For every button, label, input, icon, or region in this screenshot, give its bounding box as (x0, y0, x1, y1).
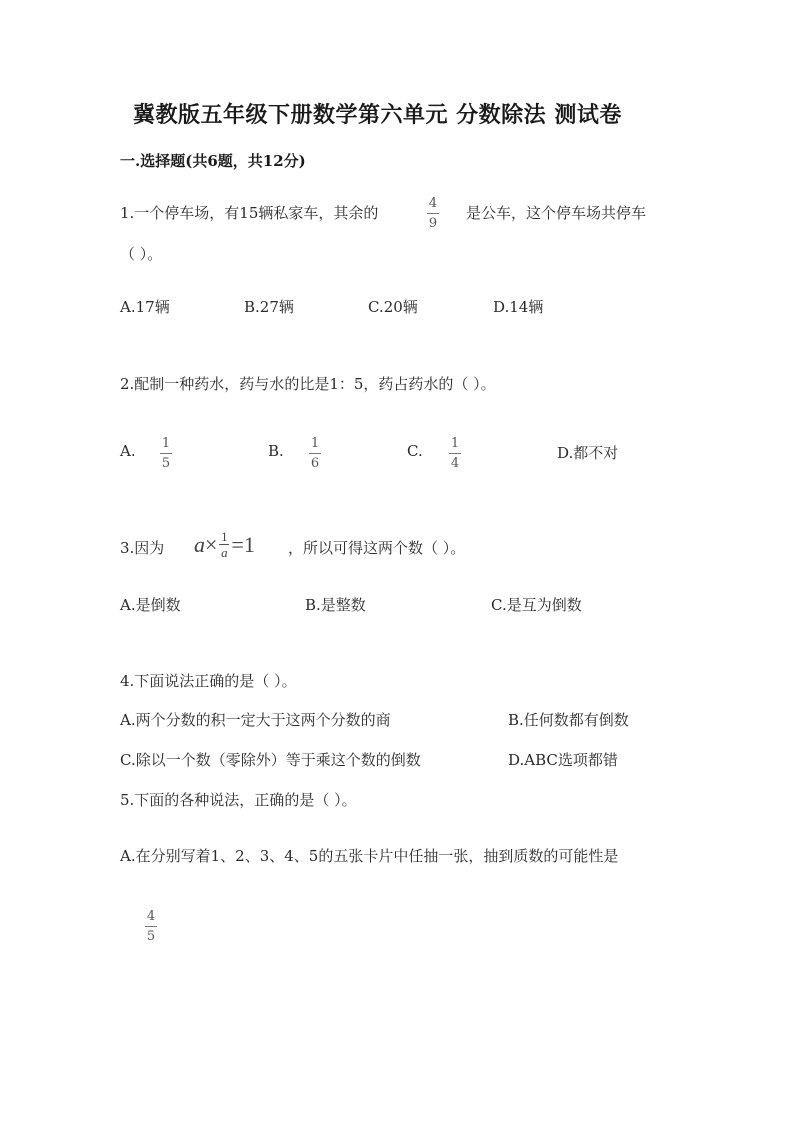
q1-text-before: 1.一个停车场，有15辆私家车，其余的 (120, 204, 379, 222)
q1-option-c: C.20辆 (368, 298, 418, 316)
q2-option-a-label: A. (120, 442, 136, 460)
q3-formula-times: × (205, 531, 218, 557)
q2-option-c-label: C. (407, 442, 423, 460)
q1-answer-blank: （ ）。 (120, 245, 163, 263)
q2-c-numerator: 1 (450, 436, 460, 451)
q4-option-d: D.ABC选项都错 (508, 751, 618, 769)
q3-formula-denominator: a (221, 545, 228, 560)
q3-formula-fraction (219, 530, 229, 559)
q5-text: 5.下面的各种说法，正确的是（ ）。 (120, 791, 357, 809)
q5-frac-numerator: 4 (146, 909, 156, 924)
q5-frac-denominator: 5 (146, 929, 156, 944)
q5-option-a: A.在分别写着1、2、3、4、5的五张卡片中任抽一张，抽到质数的可能性是 (120, 847, 619, 865)
q3-option-b: B.是整数 (305, 596, 366, 614)
q1-frac-denominator: 9 (428, 216, 438, 231)
q3-formula (194, 530, 255, 559)
q2-option-b-label: B. (268, 442, 284, 460)
q2-a-denominator: 5 (161, 456, 171, 471)
q2-option-c-fraction (449, 436, 461, 471)
q4-option-c: C.除以一个数（零除外）等于乘这个数的倒数 (120, 751, 421, 769)
q2-text: 2.配制一种药水，药与水的比是1：5，药占药水的（ ）。 (120, 375, 496, 393)
page-title: 冀教版五年级下册数学第六单元 分数除法 测试卷 (133, 102, 622, 128)
q2-option-d: D.都不对 (557, 444, 619, 462)
section-heading: 一.选择题(共6题，共12分) (120, 152, 306, 170)
q2-b-bar (309, 453, 321, 454)
q2-b-numerator: 1 (310, 436, 320, 451)
q3-text-after: ，所以可得这两个数（ ）。 (288, 539, 466, 557)
q1-option-b: B.27辆 (244, 298, 294, 316)
q1-frac-numerator: 4 (428, 196, 438, 211)
q1-option-a: A.17辆 (120, 298, 170, 316)
q4-option-a: A.两个分数的积一定大于这两个分数的商 (120, 711, 391, 729)
q1-fraction (427, 196, 439, 231)
q3-formula-numerator: 1 (221, 529, 228, 544)
q2-c-bar (449, 453, 461, 454)
q2-a-numerator: 1 (161, 436, 171, 451)
q4-option-b: B.任何数都有倒数 (508, 711, 629, 729)
q5-option-a-fraction (145, 909, 157, 944)
q2-option-a-fraction (160, 436, 172, 471)
q2-b-denominator: 6 (310, 456, 320, 471)
q3-text-before: 3.因为 (120, 539, 165, 557)
q3-formula-var-a: a (194, 531, 205, 557)
q2-option-b-fraction (309, 436, 321, 471)
q3-option-a: A.是倒数 (120, 596, 181, 614)
q1-text-after: 是公车，这个停车场共停车 (466, 204, 647, 222)
q5-frac-bar (145, 926, 157, 927)
q2-a-bar (160, 453, 172, 454)
q3-option-c: C.是互为倒数 (491, 596, 582, 614)
q3-formula-equals: =1 (231, 531, 255, 557)
q4-text: 4.下面说法正确的是（ ）。 (120, 672, 297, 690)
q1-option-d: D.14辆 (493, 298, 544, 316)
q1-frac-bar (427, 213, 439, 214)
q2-c-denominator: 4 (450, 456, 460, 471)
